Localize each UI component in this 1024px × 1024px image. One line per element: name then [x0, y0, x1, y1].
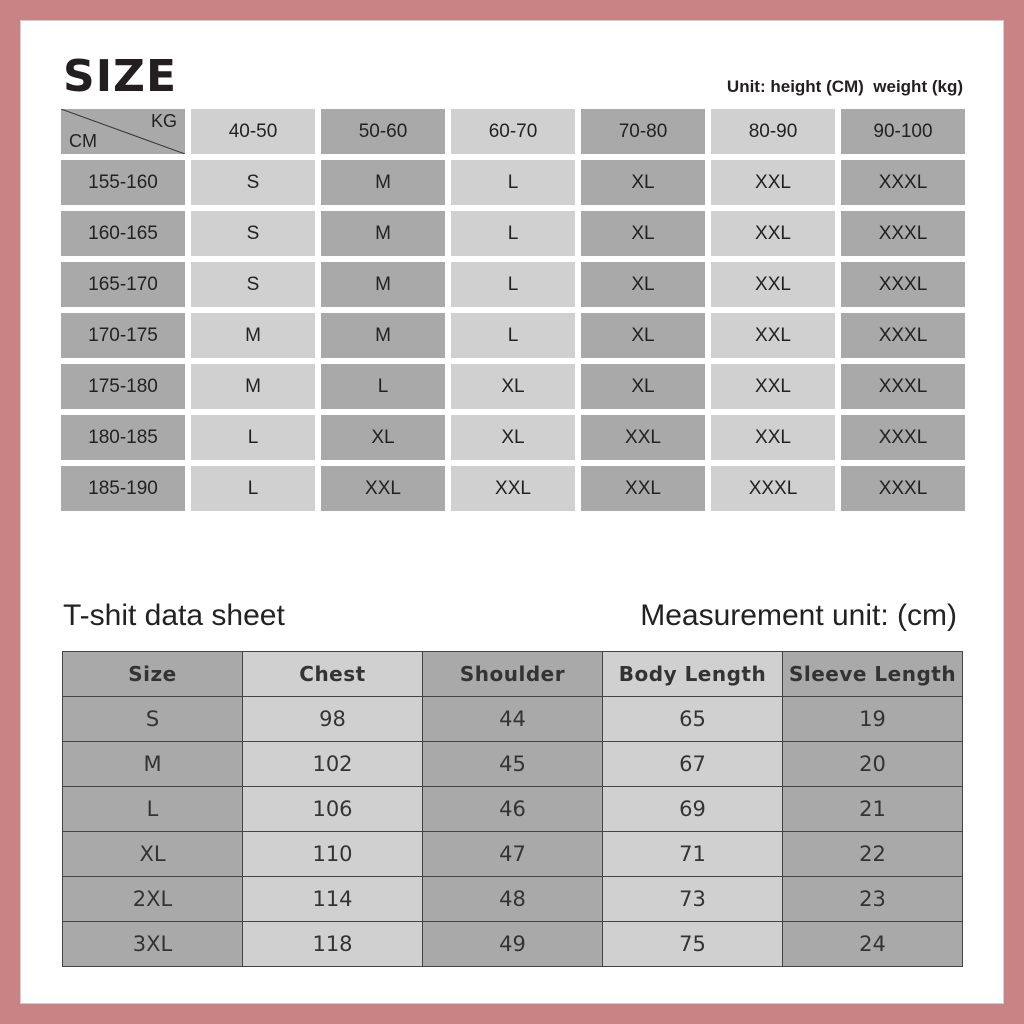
table-cell: 20	[783, 742, 963, 787]
table-cell: 110	[243, 832, 423, 877]
table-cell: 67	[603, 742, 783, 787]
weight-header-cell: 40-50	[191, 109, 315, 154]
column-header: Sleeve Length	[783, 652, 963, 697]
size-cell: XL	[321, 415, 445, 460]
size-cell: XXXL	[841, 160, 965, 205]
size-cell: XL	[581, 262, 705, 307]
table-cell: 44	[423, 697, 603, 742]
size-cell: XXL	[581, 415, 705, 460]
height-row-label: 155-160	[61, 160, 185, 205]
table-cell: 102	[243, 742, 423, 787]
size-cell: XL	[581, 160, 705, 205]
size-cell: L	[451, 262, 575, 307]
weight-header-cell: 80-90	[711, 109, 835, 154]
table-cell: XL	[63, 832, 243, 877]
height-row-label: 170-175	[61, 313, 185, 358]
column-header: Chest	[243, 652, 423, 697]
table-cell: M	[63, 742, 243, 787]
size-title: SIZE	[63, 51, 178, 102]
size-cell: XXXL	[841, 415, 965, 460]
size-cell: L	[191, 415, 315, 460]
size-cell: S	[191, 262, 315, 307]
corner-kg-label: KG	[150, 111, 177, 131]
table-cell: 47	[423, 832, 603, 877]
size-cell: M	[321, 313, 445, 358]
size-chart-card	[20, 20, 1004, 1004]
size-cell: XXL	[711, 364, 835, 409]
size-cell: L	[451, 211, 575, 256]
table-cell: 71	[603, 832, 783, 877]
size-cell: XXXL	[841, 313, 965, 358]
table-cell: 106	[243, 787, 423, 832]
size-cell: XXL	[711, 160, 835, 205]
table-cell: 73	[603, 877, 783, 922]
table-cell: 22	[783, 832, 963, 877]
size-cell: XXL	[581, 466, 705, 511]
size-cell: XL	[451, 415, 575, 460]
height-row-label: 185-190	[61, 466, 185, 511]
size-cell: M	[321, 211, 445, 256]
size-cell: XL	[581, 211, 705, 256]
table-cell: 114	[243, 877, 423, 922]
size-cell: XL	[581, 364, 705, 409]
table-cell: L	[63, 787, 243, 832]
table-cell: 24	[783, 922, 963, 967]
table-cell: 49	[423, 922, 603, 967]
size-cell: XXL	[711, 313, 835, 358]
height-row-label: 160-165	[61, 211, 185, 256]
size-cell: XXL	[711, 211, 835, 256]
table-row	[63, 787, 963, 832]
table-cell: 2XL	[63, 877, 243, 922]
table-cell: S	[63, 697, 243, 742]
size-cell: XXL	[711, 262, 835, 307]
data-sheet-title: T-shit data sheet	[63, 599, 285, 632]
column-header: Size	[63, 652, 243, 697]
column-header: Shoulder	[423, 652, 603, 697]
size-cell: L	[451, 160, 575, 205]
table-cell: 65	[603, 697, 783, 742]
table-row	[63, 922, 963, 967]
measurement-table	[62, 651, 963, 967]
table-cell: 3XL	[63, 922, 243, 967]
size-cell: M	[321, 160, 445, 205]
table-cell: 118	[243, 922, 423, 967]
size-cell: XXL	[321, 466, 445, 511]
size-cell: M	[191, 364, 315, 409]
size-cell: L	[321, 364, 445, 409]
size-cell: XXXL	[841, 364, 965, 409]
size-recommendation-grid	[61, 109, 965, 511]
grid-corner-cell	[61, 109, 185, 154]
table-cell: 69	[603, 787, 783, 832]
weight-header-cell: 70-80	[581, 109, 705, 154]
size-cell: L	[451, 313, 575, 358]
weight-header-cell: 60-70	[451, 109, 575, 154]
height-row-label: 165-170	[61, 262, 185, 307]
table-row	[63, 742, 963, 787]
table-cell: 46	[423, 787, 603, 832]
table-row	[63, 832, 963, 877]
height-row-label: 175-180	[61, 364, 185, 409]
size-cell: XXL	[451, 466, 575, 511]
table-cell: 21	[783, 787, 963, 832]
size-cell: XXXL	[841, 262, 965, 307]
table-cell: 98	[243, 697, 423, 742]
size-cell: XL	[451, 364, 575, 409]
table-cell: 48	[423, 877, 603, 922]
corner-cm-label: CM	[69, 131, 97, 151]
size-cell: L	[191, 466, 315, 511]
size-cell: XXL	[711, 415, 835, 460]
table-cell: 45	[423, 742, 603, 787]
size-cell: XL	[581, 313, 705, 358]
size-cell: XXXL	[841, 211, 965, 256]
table-row	[63, 877, 963, 922]
height-row-label: 180-185	[61, 415, 185, 460]
size-cell: M	[321, 262, 445, 307]
size-cell: S	[191, 211, 315, 256]
measurement-unit: Measurement unit: (cm)	[640, 599, 957, 632]
size-cell: M	[191, 313, 315, 358]
size-cell: XXXL	[841, 466, 965, 511]
table-cell: 23	[783, 877, 963, 922]
column-header: Body Length	[603, 652, 783, 697]
table-row	[63, 697, 963, 742]
size-cell: S	[191, 160, 315, 205]
weight-header-cell: 50-60	[321, 109, 445, 154]
table-cell: 19	[783, 697, 963, 742]
weight-header-cell: 90-100	[841, 109, 965, 154]
size-cell: XXXL	[711, 466, 835, 511]
table-header-row	[63, 652, 963, 697]
unit-note: Unit: height (CM) weight (kg)	[726, 77, 963, 96]
table-cell: 75	[603, 922, 783, 967]
